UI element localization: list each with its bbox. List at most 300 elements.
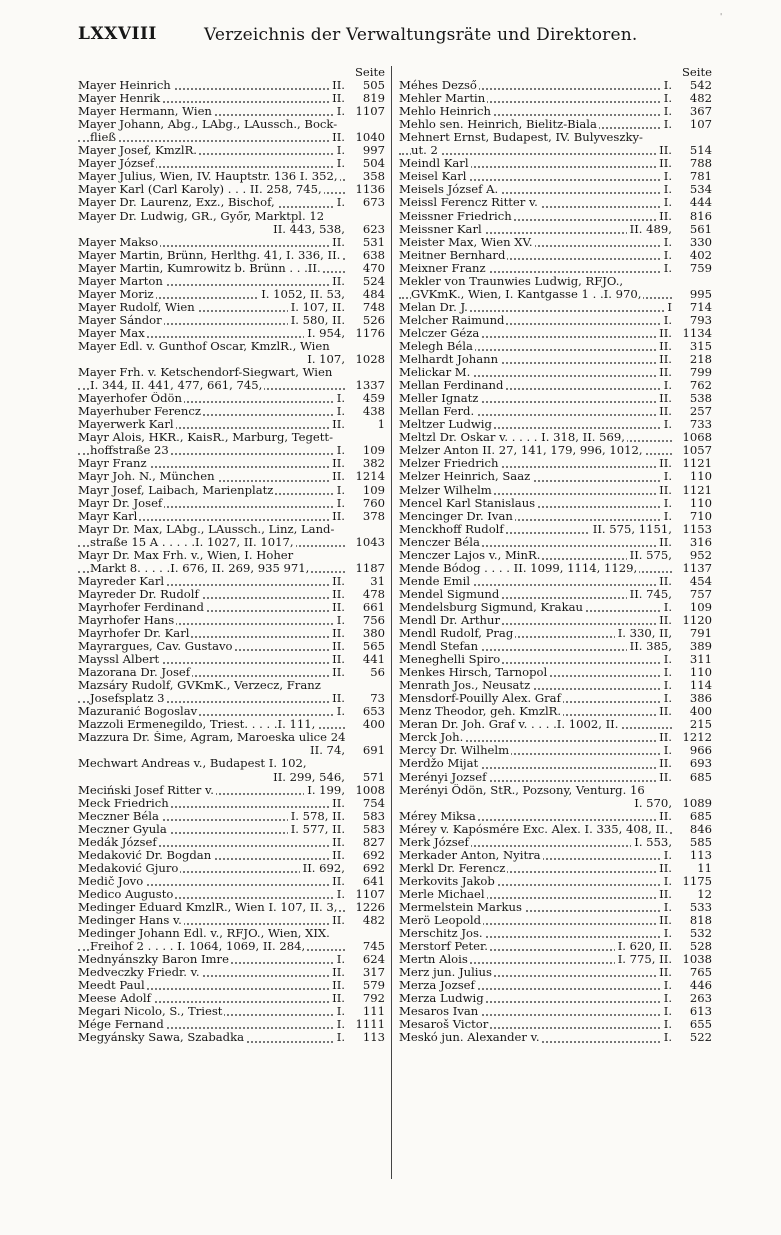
entry-page-number: 11 bbox=[697, 861, 712, 875]
index-entry bbox=[78, 223, 385, 236]
entry-name: Mayr Josef, Laibach, Marienplatz bbox=[78, 483, 274, 497]
entry-page-number: 819 bbox=[362, 92, 385, 106]
entry-name: Melzer Anton II. 27, 141, 179, 996, 1012, bbox=[399, 444, 643, 458]
entry-reference: I. bbox=[334, 484, 345, 497]
entry-reference: I. bbox=[661, 666, 672, 679]
entry-name: Meisels József A. bbox=[399, 183, 499, 197]
index-entry bbox=[78, 379, 385, 392]
entry-reference: II. bbox=[656, 705, 672, 718]
entry-reference: II. bbox=[656, 157, 672, 170]
entry-reference: II. bbox=[656, 888, 672, 901]
entry-name: Merényi Jozsef bbox=[399, 770, 487, 784]
entry-name: Mayer Dr. Laurenz, Exz., Bischof, bbox=[78, 196, 275, 210]
entry-name: Merényi Ödön, StR., Pozsony, Venturg. 16 bbox=[399, 783, 645, 797]
index-entry bbox=[399, 170, 712, 183]
index-entry bbox=[399, 327, 712, 340]
entry-name: Meedt Paul bbox=[78, 979, 145, 993]
index-entry bbox=[399, 236, 712, 249]
index-entry bbox=[399, 301, 712, 314]
entry-page-number: 389 bbox=[689, 640, 712, 654]
entry-reference: I. bbox=[334, 1031, 345, 1044]
index-entry bbox=[399, 340, 712, 353]
index-entry bbox=[399, 940, 712, 953]
entry-name: hoffstraße 23 bbox=[90, 444, 169, 458]
index-entry bbox=[78, 627, 385, 640]
entry-name: Meitner Bernhard bbox=[399, 248, 506, 262]
entry-page-number: 1121 bbox=[682, 457, 712, 471]
entry-name: Mencinger Dr. Ivan bbox=[399, 509, 513, 523]
entry-name: Melzer Friedrich bbox=[399, 457, 499, 471]
entry-page-number: 316 bbox=[689, 535, 712, 549]
entry-page-number: 386 bbox=[689, 692, 712, 706]
index-entry bbox=[78, 314, 385, 327]
entry-reference: I. bbox=[334, 405, 345, 418]
index-entry bbox=[78, 549, 385, 562]
index-entry bbox=[78, 210, 385, 223]
entry-name: Mellan Ferd. bbox=[399, 405, 475, 419]
entry-page-number: 459 bbox=[362, 392, 385, 406]
entry-reference: I. bbox=[661, 236, 672, 249]
entry-reference: II. bbox=[656, 771, 672, 784]
entry-name: Mayr Dr. Max Frh. v., Wien, I. Hoher bbox=[78, 548, 294, 562]
entry-name: Medaković Dr. Bogdan bbox=[78, 848, 212, 862]
entry-page-number: 1176 bbox=[355, 326, 385, 340]
entry-name: Freihof 2 . . . . I. 1064, 1069, II. 284, bbox=[90, 940, 306, 954]
entry-page-number: 114 bbox=[689, 679, 712, 693]
entry-name: Mayer Marton bbox=[78, 274, 163, 288]
entry-page-number: 1120 bbox=[682, 613, 712, 627]
entry-name: Meczner Gyula bbox=[78, 822, 167, 836]
entry-reference: I. 577, II. bbox=[288, 823, 345, 836]
index-entry bbox=[399, 640, 712, 653]
index-entry bbox=[399, 275, 712, 288]
entry-name: II. 299, 546, bbox=[270, 771, 345, 784]
index-entry bbox=[399, 1031, 712, 1044]
entry-page-number: 565 bbox=[362, 640, 385, 654]
entry-page-number: 524 bbox=[362, 274, 385, 288]
entry-page-number: 952 bbox=[689, 548, 712, 562]
entry-name: Mednyánszky Baron Imre bbox=[78, 953, 229, 967]
entry-page-number: 31 bbox=[370, 574, 385, 588]
entry-name: straße 15 A . . . . .I. 1027, II. 1017, bbox=[90, 535, 294, 549]
entry-page-number: 754 bbox=[362, 796, 385, 810]
entry-name: Meciński Josef Ritter v. bbox=[78, 783, 214, 797]
entry-reference: I. bbox=[661, 262, 672, 275]
index-entry bbox=[399, 1018, 712, 1031]
entry-page-number: 111 bbox=[362, 1005, 385, 1019]
entry-page-number: 1187 bbox=[355, 561, 385, 575]
index-entry bbox=[78, 836, 385, 849]
index-entry bbox=[399, 653, 712, 666]
entry-page-number: 12 bbox=[697, 887, 712, 901]
entry-name: Mechwart Andreas v., Budapest I. 102, bbox=[78, 757, 307, 771]
page-number: LXXVIII bbox=[78, 24, 157, 44]
entry-reference: II. bbox=[656, 966, 672, 979]
entry-name: Meissl Ferencz Ritter v. bbox=[399, 196, 538, 210]
page-header bbox=[78, 24, 718, 54]
entry-reference: I. bbox=[661, 510, 672, 523]
entry-name: Meran Dr. Joh. Graf v. . . . .I. 1002, II. bbox=[399, 718, 619, 732]
entry-page-number: 315 bbox=[689, 339, 712, 353]
index-entry bbox=[399, 836, 712, 849]
index-entry bbox=[78, 966, 385, 979]
index-entry bbox=[399, 457, 712, 470]
entry-page-number: 484 bbox=[362, 287, 385, 301]
index-entry bbox=[78, 262, 385, 275]
index-entry bbox=[399, 705, 712, 718]
entry-reference: I. bbox=[661, 901, 672, 914]
entry-name: Mayer Johann, Abg., LAbg., LAussch., Bock- bbox=[78, 118, 338, 132]
entry-page-number: 733 bbox=[689, 418, 712, 432]
entry-reference: II. bbox=[656, 457, 672, 470]
index-entry bbox=[78, 457, 385, 470]
entry-page-number: 641 bbox=[362, 874, 385, 888]
index-entry bbox=[78, 470, 385, 483]
entry-name: I. 570, bbox=[631, 797, 672, 810]
entry-name: Mertn Alois bbox=[399, 953, 468, 967]
column-divider bbox=[391, 66, 392, 1179]
index-entry bbox=[399, 183, 712, 196]
index-entry bbox=[78, 953, 385, 966]
entry-page-number: 788 bbox=[689, 157, 712, 171]
entry-name: Mendl Rudolf, Prag bbox=[399, 627, 514, 641]
entry-name: Mayer Henrik bbox=[78, 92, 161, 106]
entry-page-number: 454 bbox=[689, 574, 712, 588]
entry-page-number: 531 bbox=[362, 235, 385, 249]
entry-page-number: 1134 bbox=[682, 326, 712, 340]
entry-name: Melcher Raimund bbox=[399, 313, 505, 327]
entry-page-number: 561 bbox=[689, 222, 712, 236]
entry-page-number: 1226 bbox=[355, 901, 385, 914]
entry-page-number: 623 bbox=[362, 222, 385, 236]
entry-page-number: 522 bbox=[689, 1031, 712, 1045]
entry-page-number: 378 bbox=[362, 509, 385, 523]
entry-name: Mendelsburg Sigmund, Krakau bbox=[399, 600, 583, 614]
entry-name: Merkovits Jakob bbox=[399, 874, 495, 888]
entry-reference: I. bbox=[334, 953, 345, 966]
entry-reference: II. bbox=[656, 731, 672, 744]
entry-name: Mesaros Ivan bbox=[399, 1005, 479, 1019]
entry-name: ut. 2 bbox=[411, 144, 438, 158]
entry-page-number: 638 bbox=[362, 248, 385, 262]
index-entry bbox=[399, 888, 712, 901]
entry-name: Mayer Dr. Ludwig, GR., Győr, Marktpl. 12 bbox=[78, 209, 325, 223]
entry-reference: II. bbox=[656, 536, 672, 549]
index-entry bbox=[399, 314, 712, 327]
entry-name: Mazzura Dr. Šime, Agram, Maroeska ulice 24 bbox=[78, 731, 346, 745]
entry-reference: II. bbox=[329, 588, 345, 601]
entry-reference: I. bbox=[661, 1005, 672, 1018]
entry-reference: I. bbox=[661, 183, 672, 196]
entry-page-number: 400 bbox=[362, 718, 385, 732]
entry-page-number: 538 bbox=[689, 392, 712, 406]
index-entry bbox=[78, 797, 385, 810]
entry-page-number: 113 bbox=[362, 1031, 385, 1045]
entry-page-number: 613 bbox=[689, 1005, 712, 1019]
index-entry bbox=[78, 431, 385, 444]
entry-reference: II. bbox=[656, 484, 672, 497]
entry-page-number: 263 bbox=[689, 992, 712, 1006]
entry-page-number: 109 bbox=[362, 444, 385, 458]
entry-reference: I. bbox=[661, 692, 672, 705]
index-entry bbox=[399, 131, 712, 144]
entry-reference: I. bbox=[661, 118, 672, 131]
entry-page-number: 781 bbox=[689, 170, 712, 184]
entry-page-number: 1137 bbox=[682, 561, 712, 575]
entry-page-number: 1057 bbox=[682, 444, 712, 458]
entry-reference: I. bbox=[661, 875, 672, 888]
index-entry bbox=[399, 1005, 712, 1018]
entry-page-number: 110 bbox=[689, 666, 712, 680]
entry-name: Melan Dr. J. bbox=[399, 300, 468, 314]
entry-name: Medák József bbox=[78, 835, 157, 849]
index-entry bbox=[78, 705, 385, 718]
entry-name: Meisel Karl bbox=[399, 170, 467, 184]
entry-name: Méhes Dezső bbox=[399, 79, 477, 93]
entry-name: Mayr Franz bbox=[78, 457, 147, 471]
entry-name: Medico Augusto bbox=[78, 887, 174, 901]
entry-name: Mensdorf-Pouilly Alex. Graf bbox=[399, 692, 561, 706]
index-entry bbox=[78, 536, 385, 549]
entry-reference: II. bbox=[329, 992, 345, 1005]
entry-reference: II. bbox=[656, 575, 672, 588]
entry-reference: I. bbox=[661, 418, 672, 431]
entry-name: Meller Ignatz bbox=[399, 392, 479, 406]
entry-name: Meese Adolf bbox=[78, 992, 151, 1006]
index-entry bbox=[78, 236, 385, 249]
index-entry bbox=[78, 444, 385, 457]
entry-name: Mayr Dr. Max, LAbg., LAussch., Linz, Land- bbox=[78, 522, 335, 536]
entry-reference: I. bbox=[661, 1018, 672, 1031]
entry-name: Mehler Martin bbox=[399, 92, 486, 106]
entry-reference: II. bbox=[329, 418, 345, 431]
entry-name: Mermelstein Markus bbox=[399, 901, 522, 914]
entry-name: Merk József bbox=[399, 835, 469, 849]
entry-reference: II. bbox=[329, 510, 345, 523]
entry-page-number: 400 bbox=[689, 705, 712, 719]
entry-reference: I. bbox=[334, 888, 345, 901]
index-entry bbox=[399, 679, 712, 692]
index-entry bbox=[399, 379, 712, 392]
entry-page-number: 367 bbox=[689, 105, 712, 119]
entry-page-number: 748 bbox=[362, 300, 385, 314]
entry-reference: II. 489, bbox=[627, 223, 672, 236]
entry-name: I. 344, II. 441, 477, 661, 745, bbox=[90, 379, 263, 393]
entry-reference: II. bbox=[656, 914, 672, 927]
index-entry bbox=[399, 510, 712, 523]
entry-page-number: 1107 bbox=[355, 887, 385, 901]
entry-page-number: 1107 bbox=[355, 105, 385, 119]
index-entry bbox=[78, 340, 385, 353]
entry-name: Josefsplatz 3 bbox=[90, 692, 165, 706]
index-entry bbox=[399, 927, 712, 940]
entry-name: Mehlo Heinrich bbox=[399, 105, 491, 119]
index-entry bbox=[399, 797, 712, 810]
entry-name: Markt 8. . . . .I. 676, II. 269, 935 971, bbox=[90, 561, 310, 575]
entry-reference: II. bbox=[329, 914, 345, 927]
entry-reference: I. bbox=[661, 170, 672, 183]
entry-page-number: 714 bbox=[689, 300, 712, 314]
entry-name: Menczer Lajos v., MinR. bbox=[399, 548, 541, 562]
index-entry bbox=[78, 588, 385, 601]
entry-name: Mekler von Traunwies Ludwig, RFJO., bbox=[399, 274, 624, 288]
index-entry bbox=[399, 966, 712, 979]
index-entry bbox=[78, 510, 385, 523]
index-entry bbox=[78, 183, 385, 196]
entry-reference: II. bbox=[656, 366, 672, 379]
entry-reference: I. bbox=[661, 979, 672, 992]
index-entry bbox=[78, 392, 385, 405]
entry-name: Mayer Josef, KmzlR. bbox=[78, 144, 197, 158]
index-entry bbox=[78, 288, 385, 301]
entry-name: Mayer Karl (Carl Karoly) . . . II. 258, 745, bbox=[78, 183, 322, 197]
entry-reference: II. 745, bbox=[627, 588, 672, 601]
entry-page-number: 827 bbox=[362, 835, 385, 849]
entry-name: Meskó jun. Alexander v. bbox=[399, 1031, 540, 1045]
entry-name: Megari Nicolo, S., Triest bbox=[78, 1005, 223, 1019]
index-entry bbox=[399, 914, 712, 927]
entry-reference: II. bbox=[329, 575, 345, 588]
entry-name: II. 74, bbox=[307, 744, 345, 757]
entry-name: II. 443, 538, bbox=[270, 223, 345, 236]
entry-page-number: 402 bbox=[689, 248, 712, 262]
entry-page-number: 73 bbox=[370, 692, 385, 706]
entry-reference: I. bbox=[334, 1018, 345, 1031]
entry-reference: II. bbox=[329, 79, 345, 92]
entry-reference: II. bbox=[329, 797, 345, 810]
entry-reference: I. bbox=[334, 614, 345, 627]
entry-page-number: 765 bbox=[689, 966, 712, 980]
index-entry bbox=[399, 666, 712, 679]
index-entry bbox=[78, 79, 385, 92]
entry-name: Meczner Béla bbox=[78, 809, 159, 823]
entry-reference: II. bbox=[656, 353, 672, 366]
entry-reference: II. bbox=[329, 131, 345, 144]
entry-page-number: 446 bbox=[689, 979, 712, 993]
entry-name: Menrath Jos., Neusatz bbox=[399, 679, 531, 693]
index-entry bbox=[399, 196, 712, 209]
entry-page-number: 1111 bbox=[355, 1018, 385, 1032]
index-entry bbox=[78, 131, 385, 144]
entry-name: Meltzl Dr. Oskar v. . . . . I. 318, II. 569, bbox=[399, 431, 625, 445]
right-column bbox=[399, 66, 712, 1045]
entry-reference: II. bbox=[329, 849, 345, 862]
entry-name: Merkader Anton, Nyitra bbox=[399, 848, 541, 862]
seite-header-left: Seite bbox=[354, 65, 385, 79]
entry-page-number: 330 bbox=[689, 235, 712, 249]
entry-page-number: 692 bbox=[362, 848, 385, 862]
entry-page-number: 1337 bbox=[355, 379, 385, 393]
entry-reference: II. bbox=[656, 210, 672, 223]
index-entry bbox=[399, 353, 712, 366]
index-entry bbox=[399, 536, 712, 549]
entry-name: Mayerwerk Karl bbox=[78, 418, 174, 432]
entry-page-number: 514 bbox=[689, 144, 712, 158]
index-entry bbox=[399, 92, 712, 105]
index-entry bbox=[399, 953, 712, 966]
entry-name: Megyánsky Sawa, Szabadka bbox=[78, 1031, 245, 1045]
entry-reference: I. 954, bbox=[304, 327, 345, 340]
entry-reference: I. bbox=[661, 249, 672, 262]
entry-page-number: 257 bbox=[689, 405, 712, 419]
index-entry bbox=[78, 679, 385, 692]
entry-name: Mérey Miksa bbox=[399, 809, 476, 823]
entry-name: Meissner Friedrich bbox=[399, 209, 512, 223]
entry-reference: I. bbox=[334, 196, 345, 209]
entry-reference: II. bbox=[656, 862, 672, 875]
index-entry bbox=[78, 353, 385, 366]
entry-reference: I. bbox=[661, 653, 672, 666]
index-entry bbox=[399, 210, 712, 223]
entry-page-number: 1212 bbox=[682, 731, 712, 745]
entry-page-number: 444 bbox=[689, 196, 712, 210]
entry-name: Merschitz Jos. bbox=[399, 927, 483, 941]
index-entry bbox=[78, 718, 385, 731]
entry-name: Mayerhuber Ferencz bbox=[78, 405, 201, 419]
entry-page-number: 799 bbox=[689, 366, 712, 380]
entry-reference: I. 330, II, bbox=[615, 627, 672, 640]
entry-reference: I. 1052, II. 53, bbox=[258, 288, 345, 301]
index-entry bbox=[78, 862, 385, 875]
entry-reference: I. bbox=[334, 705, 345, 718]
entry-name: Melhardt Johann bbox=[399, 353, 499, 367]
entry-reference: II. bbox=[329, 601, 345, 614]
entry-reference: II. bbox=[329, 979, 345, 992]
seite-header-right: Seite bbox=[681, 65, 712, 79]
entry-page-number: 655 bbox=[689, 1018, 712, 1032]
entry-name: Mayrhofer Hans bbox=[78, 613, 175, 627]
entry-name: Melzer Heinrich, Saaz bbox=[399, 470, 531, 484]
index-entry bbox=[78, 144, 385, 157]
index-entry bbox=[399, 484, 712, 497]
index-entry bbox=[399, 223, 712, 236]
entry-name: Mazorana Dr. Josef bbox=[78, 666, 191, 680]
entry-name: Mége Fernand bbox=[78, 1018, 164, 1032]
index-entry bbox=[78, 901, 385, 914]
entry-reference: I. bbox=[334, 444, 345, 457]
entry-name: Mellan Ferdinand bbox=[399, 379, 504, 393]
entry-reference: II. bbox=[329, 640, 345, 653]
index-entry bbox=[78, 692, 385, 705]
entry-page-number: 1038 bbox=[682, 953, 712, 967]
index-entry bbox=[399, 405, 712, 418]
index-entry bbox=[399, 731, 712, 744]
entry-reference: I. bbox=[661, 105, 672, 118]
entry-reference: I. 199, bbox=[304, 784, 345, 797]
entry-name: Melzer Wilhelm bbox=[399, 483, 492, 497]
entry-page-number: 579 bbox=[362, 979, 385, 993]
entry-reference: I. bbox=[661, 379, 672, 392]
index-entry bbox=[78, 771, 385, 784]
entry-name: Mayer Makso bbox=[78, 235, 159, 249]
index-entry bbox=[78, 744, 385, 757]
entry-page-number: 478 bbox=[362, 587, 385, 601]
index-entry bbox=[78, 653, 385, 666]
entry-page-number: 757 bbox=[689, 587, 712, 601]
entry-name: Menz Theodor, geh. KmzlR. bbox=[399, 705, 562, 719]
entry-reference: I. bbox=[661, 92, 672, 105]
entry-name: Meissner Karl bbox=[399, 222, 482, 236]
index-entry bbox=[78, 575, 385, 588]
entry-reference: I. bbox=[661, 601, 672, 614]
entry-page-number: 1214 bbox=[355, 470, 385, 484]
entry-name: Mende Emil bbox=[399, 574, 471, 588]
entry-name: Merza Ludwig bbox=[399, 992, 484, 1006]
entry-name: Mende Bódog . . . . II. 1099, 1114, 1129, bbox=[399, 561, 638, 575]
entry-name: Mayer Moriz bbox=[78, 287, 154, 301]
index-entry bbox=[78, 366, 385, 379]
entry-reference: I. bbox=[334, 1005, 345, 1018]
